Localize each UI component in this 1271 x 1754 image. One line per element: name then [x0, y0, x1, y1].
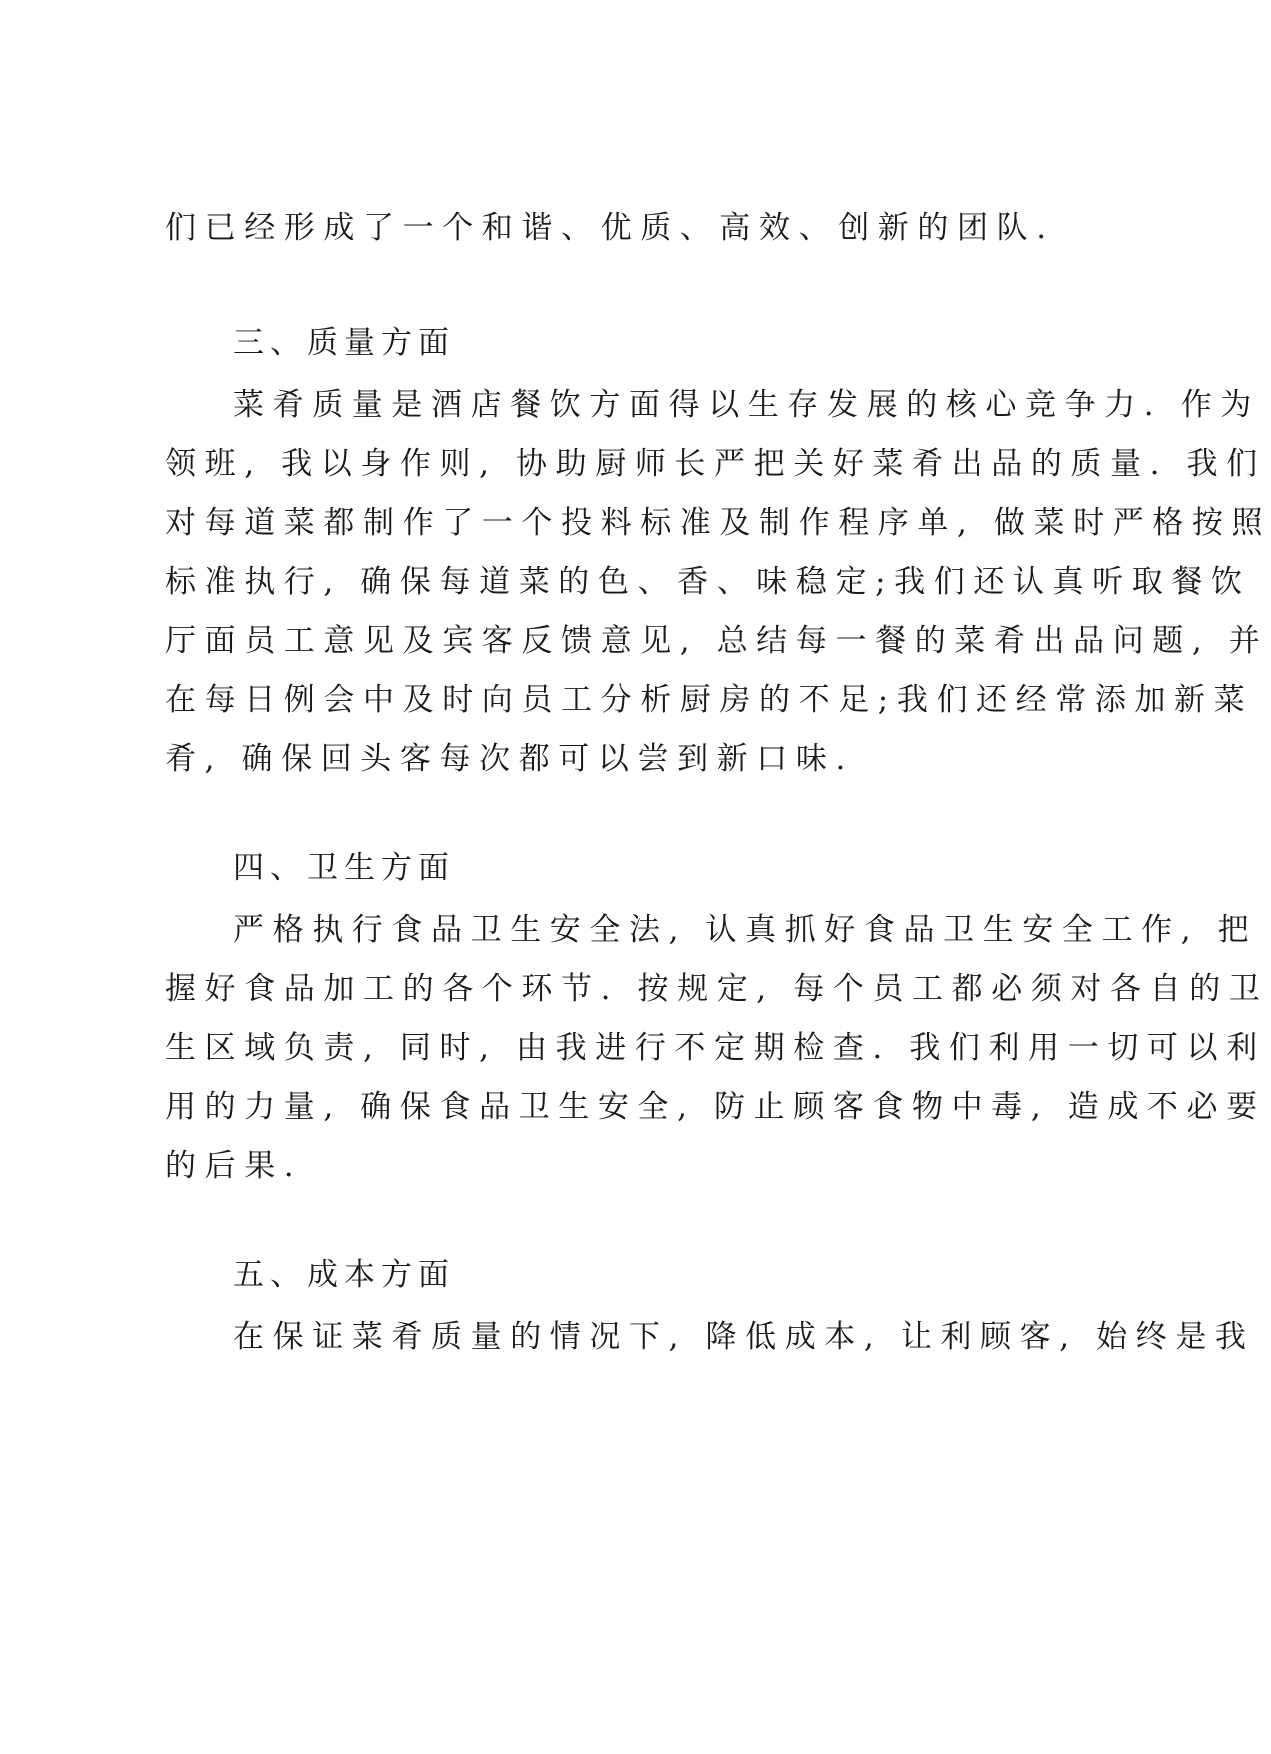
paragraph-line: 对每道菜都制作了一个投料标准及制作程序单, 做菜时严格按照	[165, 505, 1271, 541]
paragraph-line: 们已经形成了一个和谐、优质、高效、创新的团队.	[165, 210, 1055, 246]
paragraph-line: 领班, 我以身作则, 协助厨师长严把关好菜肴出品的质量. 我们	[165, 446, 1266, 482]
paragraph-line: 握好食品加工的各个环节. 按规定, 每个员工都必须对各自的卫	[165, 971, 1269, 1007]
section-heading-cost: 五、成本方面	[233, 1257, 455, 1293]
paragraph-line: 生区域负责, 同时, 由我进行不定期检查. 我们利用一切可以利	[165, 1030, 1266, 1066]
paragraph-line: 的后果.	[165, 1148, 303, 1184]
paragraph-line: 菜肴质量是酒店餐饮方面得以生存发展的核心竞争力. 作为	[233, 387, 1260, 423]
section-heading-quality: 三、质量方面	[233, 325, 455, 361]
paragraph-line: 在保证菜肴质量的情况下, 降低成本, 让利顾客, 始终是我	[233, 1319, 1255, 1355]
paragraph-line: 严格执行食品卫生安全法, 认真抓好食品卫生安全工作, 把	[233, 912, 1258, 948]
paragraph-line: 在每日例会中及时向员工分析厨房的不足;我们还经常添加新菜	[165, 682, 1254, 718]
section-heading-hygiene: 四、卫生方面	[233, 850, 455, 886]
paragraph-line: 肴, 确保回头客每次都可以尝到新口味.	[165, 741, 854, 777]
paragraph-line: 厅面员工意见及宾客反馈意见, 总结每一餐的菜肴出品问题, 并	[165, 623, 1269, 659]
paragraph-line: 标准执行, 确保每道菜的色、香、味稳定;我们还认真听取餐饮	[165, 564, 1251, 600]
paragraph-line: 用的力量, 确保食品卫生安全, 防止顾客食物中毒, 造成不必要	[165, 1089, 1266, 1125]
